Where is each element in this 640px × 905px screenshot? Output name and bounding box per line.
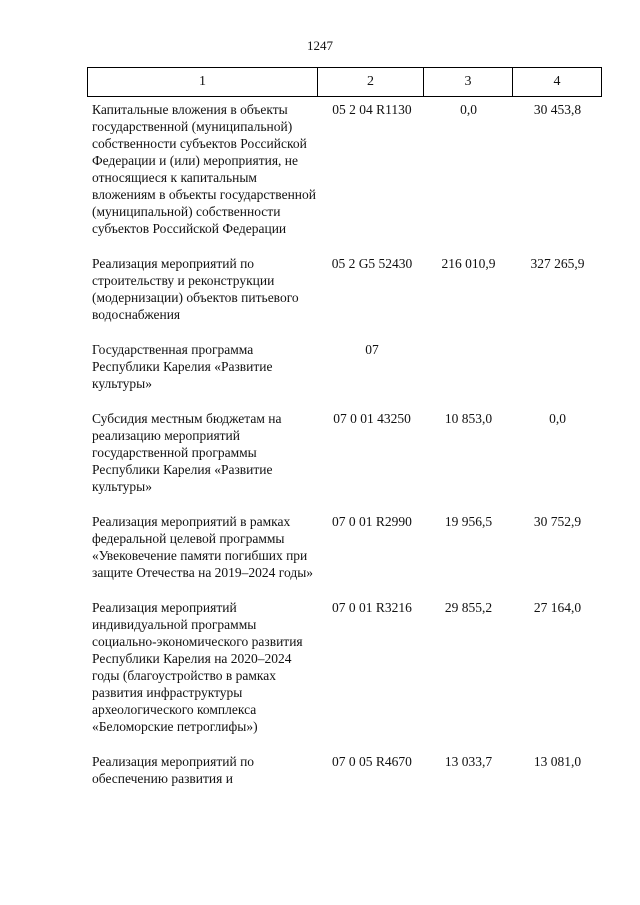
table-row — [88, 599, 602, 735]
row-name: Реализация мероприятий по обеспечению развития и — [92, 754, 255, 786]
column-header-1: 1 — [88, 68, 318, 96]
table-body — [88, 101, 602, 805]
row-value-year1: 29 855,2 — [444, 600, 493, 615]
row-value-year2: 30 752,9 — [533, 514, 582, 529]
row-name: Реализация мероприятий по строительству и реконструкции (модернизации) объектов питьевого водоснабжения — [92, 256, 299, 322]
row-code: 07 0 01 R3216 — [332, 600, 412, 615]
row-name: Субсидия местным бюджетам на реализацию мероприятий государственной программы Республики Карелия «Развитие культуры» — [92, 411, 282, 494]
page-number: 1247 — [307, 38, 333, 53]
table-row — [88, 410, 602, 495]
row-name: Капитальные вложения в объекты государственной (муниципальной) собственности субъектов Российской Федерации и (или) мероприятия, не относящиеся к капитальным вложениям в объекты государственной (муниципальной) собственности субъектов Российской Федерации — [92, 102, 317, 236]
row-value-year2: 27 164,0 — [533, 600, 582, 615]
row-code: 05 2 04 R1130 — [332, 102, 412, 117]
column-header-2: 2 — [318, 68, 424, 96]
row-code: 07 — [365, 342, 379, 357]
row-code: 07 0 01 43250 — [333, 411, 411, 426]
row-name: Реализация мероприятий индивидуальной программы социально-экономического развития Республики Карелия на 2020–2024 годы (благоустройство в рамках развития инфраструктуры археологического комплекса «Беломорские петроглифы») — [92, 600, 303, 734]
row-name: Государственная программа Республики Карелия «Развитие культуры» — [92, 342, 273, 391]
table-row — [88, 341, 602, 392]
column-header-4: 4 — [553, 74, 561, 89]
row-value-year1: 0,0 — [460, 102, 477, 117]
row-name: Реализация мероприятий в рамках федеральной целевой программы «Увековечение памяти погибших при защите Отечества на 2019–2024 годы» — [92, 514, 314, 580]
column-header-3: 3 — [424, 68, 513, 96]
row-value-year1: 19 956,5 — [444, 514, 493, 529]
row-value-year1: 13 033,7 — [444, 754, 493, 769]
table-row — [88, 255, 602, 323]
row-code: 07 0 05 R4670 — [332, 754, 412, 769]
row-value-year2: 13 081,0 — [533, 754, 582, 769]
table-row — [88, 513, 602, 581]
row-value-year1: 216 010,9 — [441, 256, 496, 271]
row-value-year2: 0,0 — [549, 411, 566, 426]
row-value-year2: 30 453,8 — [533, 102, 582, 117]
row-value-year1: 10 853,0 — [444, 411, 493, 426]
row-code: 05 2 G5 52430 — [331, 256, 413, 271]
row-code: 07 0 01 R2990 — [332, 514, 412, 529]
table-header — [87, 67, 602, 97]
row-value-year2: 327 265,9 — [530, 256, 585, 271]
table-row — [88, 753, 602, 787]
table-row — [88, 101, 602, 237]
